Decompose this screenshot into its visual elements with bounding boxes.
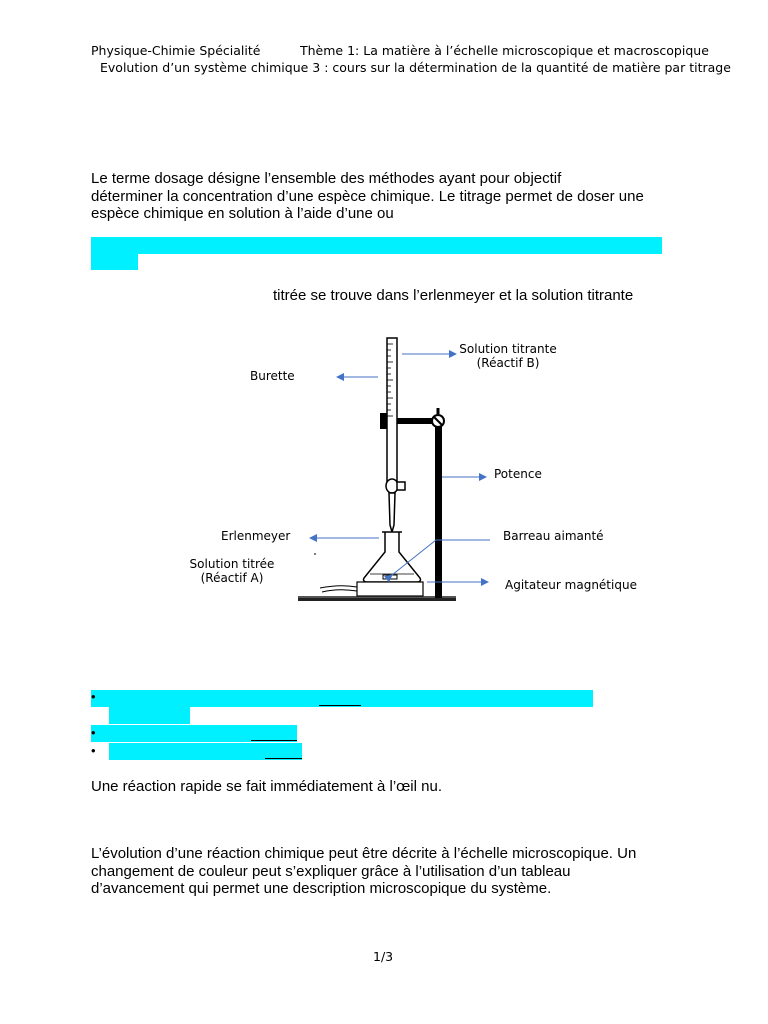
label-burette: Burette	[250, 369, 295, 383]
stand-rod	[435, 420, 442, 598]
bullet-3: •	[91, 743, 96, 758]
blank-underline-1	[319, 705, 361, 706]
label-solution-titree-line1: Solution titrée	[189, 557, 275, 571]
stand-base	[298, 596, 456, 601]
highlight-block-1	[91, 237, 662, 254]
magnetic-stirrer	[320, 582, 423, 596]
label-solution-titree-line2: (Réactif A)	[200, 571, 264, 585]
label-potence: Potence	[494, 467, 542, 481]
evolution-line-3: d’avancement qui permet une description microscopique du système.	[91, 880, 552, 897]
bullet-1: •	[91, 689, 96, 704]
evolution-line-1: L’évolution d’une réaction chimique peut être décrite à l’échelle microscopique. Un	[91, 845, 637, 862]
label-arrows	[310, 354, 490, 582]
setup-sentence: titrée se trouve dans l’erlenmeyer et la solution titrante	[273, 287, 634, 304]
label-solution-titrante-line2: (Réactif B)	[476, 356, 540, 370]
evolution-paragraph	[91, 845, 691, 898]
label-barreau-aimante: Barreau aimanté	[503, 529, 604, 543]
header-subject: Physique-Chimie Spécialité	[91, 43, 261, 58]
blank-underline-3	[265, 758, 302, 759]
blank-underline-2	[251, 740, 297, 741]
intro-line-1: Le terme dosage désigne l’ensemble des méthodes ayant pour objectif	[91, 170, 562, 187]
page-number: 1/3	[373, 949, 394, 964]
header-chapter: Evolution d’un système chimique 3 : cours sur la détermination de la quantité de matière par titrage	[100, 60, 731, 75]
bullet-2: •	[91, 725, 96, 740]
intro-line-3: espèce chimique en solution à l’aide d’une ou	[91, 205, 394, 222]
label-solution-titrante-line1: Solution titrante	[459, 342, 557, 356]
label-solution-titree	[180, 557, 284, 585]
intro-paragraph	[91, 170, 691, 223]
rapid-reaction-text: Une réaction rapide se fait immédiatement à l’œil nu.	[91, 778, 442, 795]
label-erlenmeyer: Erlenmeyer	[221, 529, 291, 543]
evolution-line-2: changement de couleur peut s’expliquer grâce à l’utilisation d’un tableau	[91, 862, 571, 880]
label-agitateur-magnetique: Agitateur magnétique	[505, 578, 637, 592]
label-solution-titrante	[448, 342, 568, 370]
intro-line-2: déterminer la concentration d’une espèce chimique. Le titrage permet de doser une	[91, 187, 644, 205]
bullet-highlight-1b	[109, 707, 190, 724]
highlight-block-2	[91, 254, 138, 270]
header-theme: Thème 1: La matière à l’échelle microscopique et macroscopique	[300, 43, 709, 58]
burette	[386, 338, 405, 532]
